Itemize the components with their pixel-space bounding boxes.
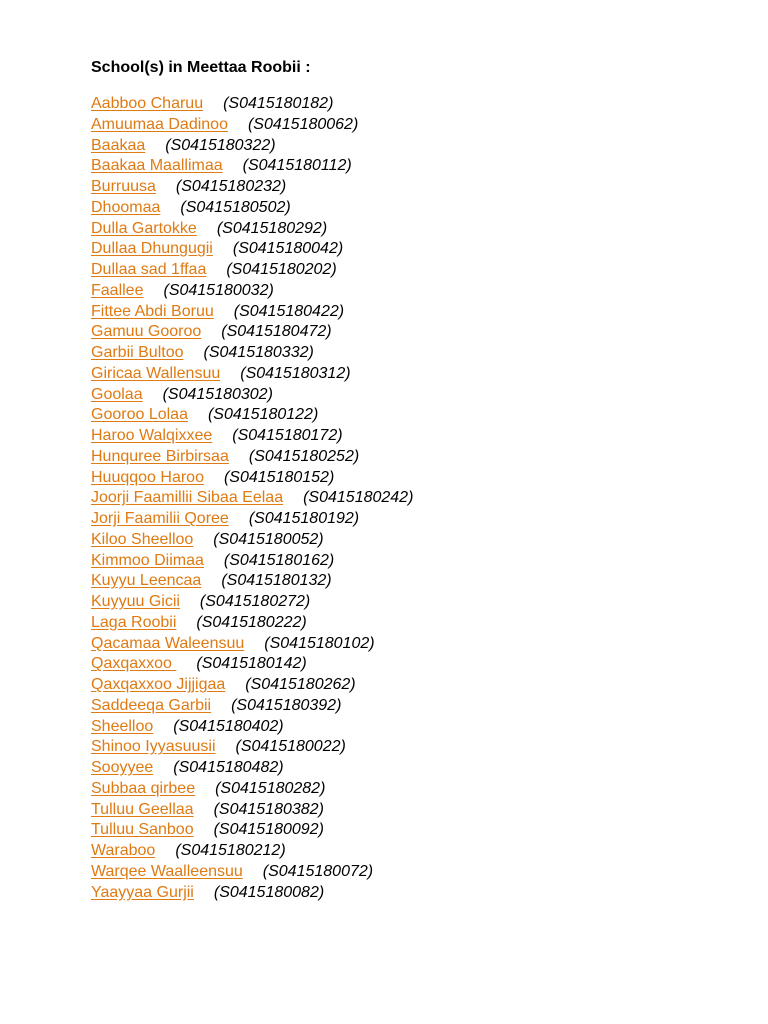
school-row	[91, 405, 748, 426]
school-row	[91, 219, 748, 240]
school-row	[91, 883, 748, 904]
school-row	[91, 115, 748, 136]
school-row	[91, 468, 748, 489]
school-link[interactable]: Shinoo Iyyasuusii	[91, 738, 216, 756]
school-row	[91, 156, 748, 177]
school-row	[91, 654, 748, 675]
document-page	[91, 57, 748, 903]
school-link[interactable]: Baakaa	[91, 136, 146, 154]
school-link[interactable]: Laga Roobii	[91, 613, 177, 631]
school-row	[91, 426, 748, 447]
school-row	[91, 551, 748, 572]
school-code: (S0415180142)	[196, 655, 307, 673]
school-code: (S0415180302)	[162, 385, 273, 403]
school-link[interactable]: Dullaa Dhungugii	[91, 240, 213, 258]
school-code: (S0415180092)	[213, 821, 324, 839]
school-code: (S0415180042)	[232, 240, 344, 258]
school-code: (S0415180282)	[215, 779, 326, 797]
school-row	[91, 841, 748, 862]
school-code: (S0415180122)	[207, 406, 319, 424]
school-code: (S0415180132)	[221, 572, 332, 590]
school-link[interactable]: Saddeeqa Garbii	[91, 696, 212, 714]
school-link[interactable]: Yaayyaa Gurjii	[91, 883, 194, 901]
school-link[interactable]: Waraboo	[91, 842, 156, 859]
school-code: (S0415180472)	[221, 323, 332, 341]
school-row	[91, 820, 748, 841]
school-row	[91, 779, 748, 800]
school-link[interactable]: Warqee Waalleensuu	[91, 862, 243, 880]
school-row	[91, 675, 748, 696]
page-heading: School(s) in Meettaa Roobii :	[91, 59, 311, 76]
school-code: (S0415180502)	[180, 198, 291, 216]
school-row	[91, 758, 748, 779]
school-row	[91, 634, 748, 655]
school-row	[91, 177, 748, 198]
school-code: (S0415180032)	[163, 281, 274, 299]
school-row	[91, 447, 748, 468]
school-code: (S0415180272)	[199, 593, 311, 610]
school-link[interactable]: Garbii Bultoo	[91, 344, 184, 361]
school-row	[91, 136, 748, 157]
school-link[interactable]: Gamuu Gooroo	[91, 323, 202, 341]
school-row	[91, 343, 748, 364]
school-row	[91, 488, 748, 509]
school-row	[91, 862, 748, 883]
school-link[interactable]: Qaxqaxxoo	[91, 655, 177, 673]
school-code: (S0415180072)	[262, 862, 374, 880]
school-link[interactable]: Joorji Faamillii Sibaa Eelaa	[91, 489, 284, 507]
school-code: (S0415180162)	[223, 551, 335, 569]
school-code: (S0415180202)	[226, 261, 337, 278]
school-link[interactable]: Goolaa	[91, 385, 143, 403]
school-code: (S0415180402)	[173, 717, 284, 735]
school-link[interactable]: Hunquree Birbirsaa	[91, 447, 229, 465]
school-code: (S0415180382)	[213, 800, 324, 818]
school-row	[91, 592, 748, 613]
school-row	[91, 717, 748, 738]
school-code: (S0415180322)	[165, 136, 276, 154]
school-code: (S0415180232)	[175, 178, 287, 195]
school-code: (S0415180152)	[223, 468, 335, 486]
school-link[interactable]: Kimmoo Diimaa	[91, 551, 204, 569]
school-link[interactable]: Burruusa	[91, 178, 156, 195]
school-link[interactable]: Tulluu Sanboo	[91, 821, 194, 839]
school-code: (S0415180022)	[235, 738, 346, 756]
school-row	[91, 198, 748, 219]
school-code: (S0415180332)	[203, 344, 314, 361]
school-code: (S0415180312)	[240, 364, 351, 382]
school-link[interactable]: Amuumaa Dadinoo	[91, 115, 228, 133]
school-code: (S0415180082)	[213, 883, 325, 901]
school-link[interactable]: Kuyyuu Gicii	[91, 593, 180, 610]
school-code: (S0415180062)	[247, 115, 359, 133]
school-code: (S0415180212)	[175, 842, 286, 859]
school-link[interactable]: Fittee Abdi Boruu	[91, 302, 214, 320]
school-row	[91, 364, 748, 385]
school-row	[91, 800, 748, 821]
school-row	[91, 302, 748, 323]
school-row	[91, 260, 748, 281]
school-link[interactable]: Aabboo Charuu	[91, 95, 204, 112]
school-code: (S0415180222)	[196, 613, 307, 631]
school-link[interactable]: Sooyyee	[91, 759, 154, 776]
school-link[interactable]: Jorji Faamilii Qoree	[91, 510, 229, 527]
school-link[interactable]: Subbaa qirbee	[91, 779, 196, 797]
school-link[interactable]: Huuqqoo Haroo	[91, 468, 204, 486]
school-code: (S0415180482)	[173, 759, 284, 776]
school-row	[91, 737, 748, 758]
school-link[interactable]: Baakaa Maallimaa	[91, 157, 223, 175]
school-row	[91, 613, 748, 634]
school-code: (S0415180112)	[242, 157, 352, 175]
school-code: (S0415180392)	[231, 696, 342, 714]
school-link[interactable]: Faallee	[91, 281, 144, 299]
school-link[interactable]: Kuyyu Leencaa	[91, 572, 202, 590]
school-link[interactable]: Tulluu Geellaa	[91, 800, 194, 818]
school-code: (S0415180252)	[248, 447, 360, 465]
school-link[interactable]: Haroo Walqixxee	[91, 427, 213, 444]
school-link[interactable]: Dulla Gartokke	[91, 219, 197, 237]
school-code: (S0415180172)	[232, 427, 343, 444]
school-row	[91, 239, 748, 260]
school-row	[91, 281, 748, 302]
school-link[interactable]: Qacamaa Waleensuu	[91, 634, 245, 652]
school-row	[91, 509, 748, 530]
school-code: (S0415180262)	[245, 676, 356, 693]
school-link[interactable]: Gooroo Lolaa	[91, 406, 188, 424]
school-row	[91, 322, 748, 343]
school-code: (S0415180242)	[303, 489, 414, 507]
school-code: (S0415180052)	[213, 530, 324, 548]
school-link[interactable]: Sheelloo	[91, 717, 154, 735]
school-row	[91, 696, 748, 717]
school-code: (S0415180182)	[223, 95, 334, 112]
school-link[interactable]: Giricaa Wallensuu	[91, 364, 221, 382]
school-link[interactable]: Qaxqaxxoo Jijjigaa	[91, 676, 226, 693]
school-row	[91, 94, 748, 115]
school-row	[91, 571, 748, 592]
school-row	[91, 530, 748, 551]
school-link[interactable]: Dullaa sad 1ffaa	[91, 261, 207, 278]
school-row	[91, 385, 748, 406]
school-list	[91, 94, 748, 903]
school-link[interactable]: Kiloo Sheelloo	[91, 530, 194, 548]
school-code: (S0415180192)	[248, 510, 360, 527]
school-link[interactable]: Dhoomaa	[91, 198, 161, 216]
school-code: (S0415180422)	[233, 302, 345, 320]
school-code: (S0415180292)	[216, 219, 328, 237]
school-code: (S0415180102)	[264, 634, 375, 652]
